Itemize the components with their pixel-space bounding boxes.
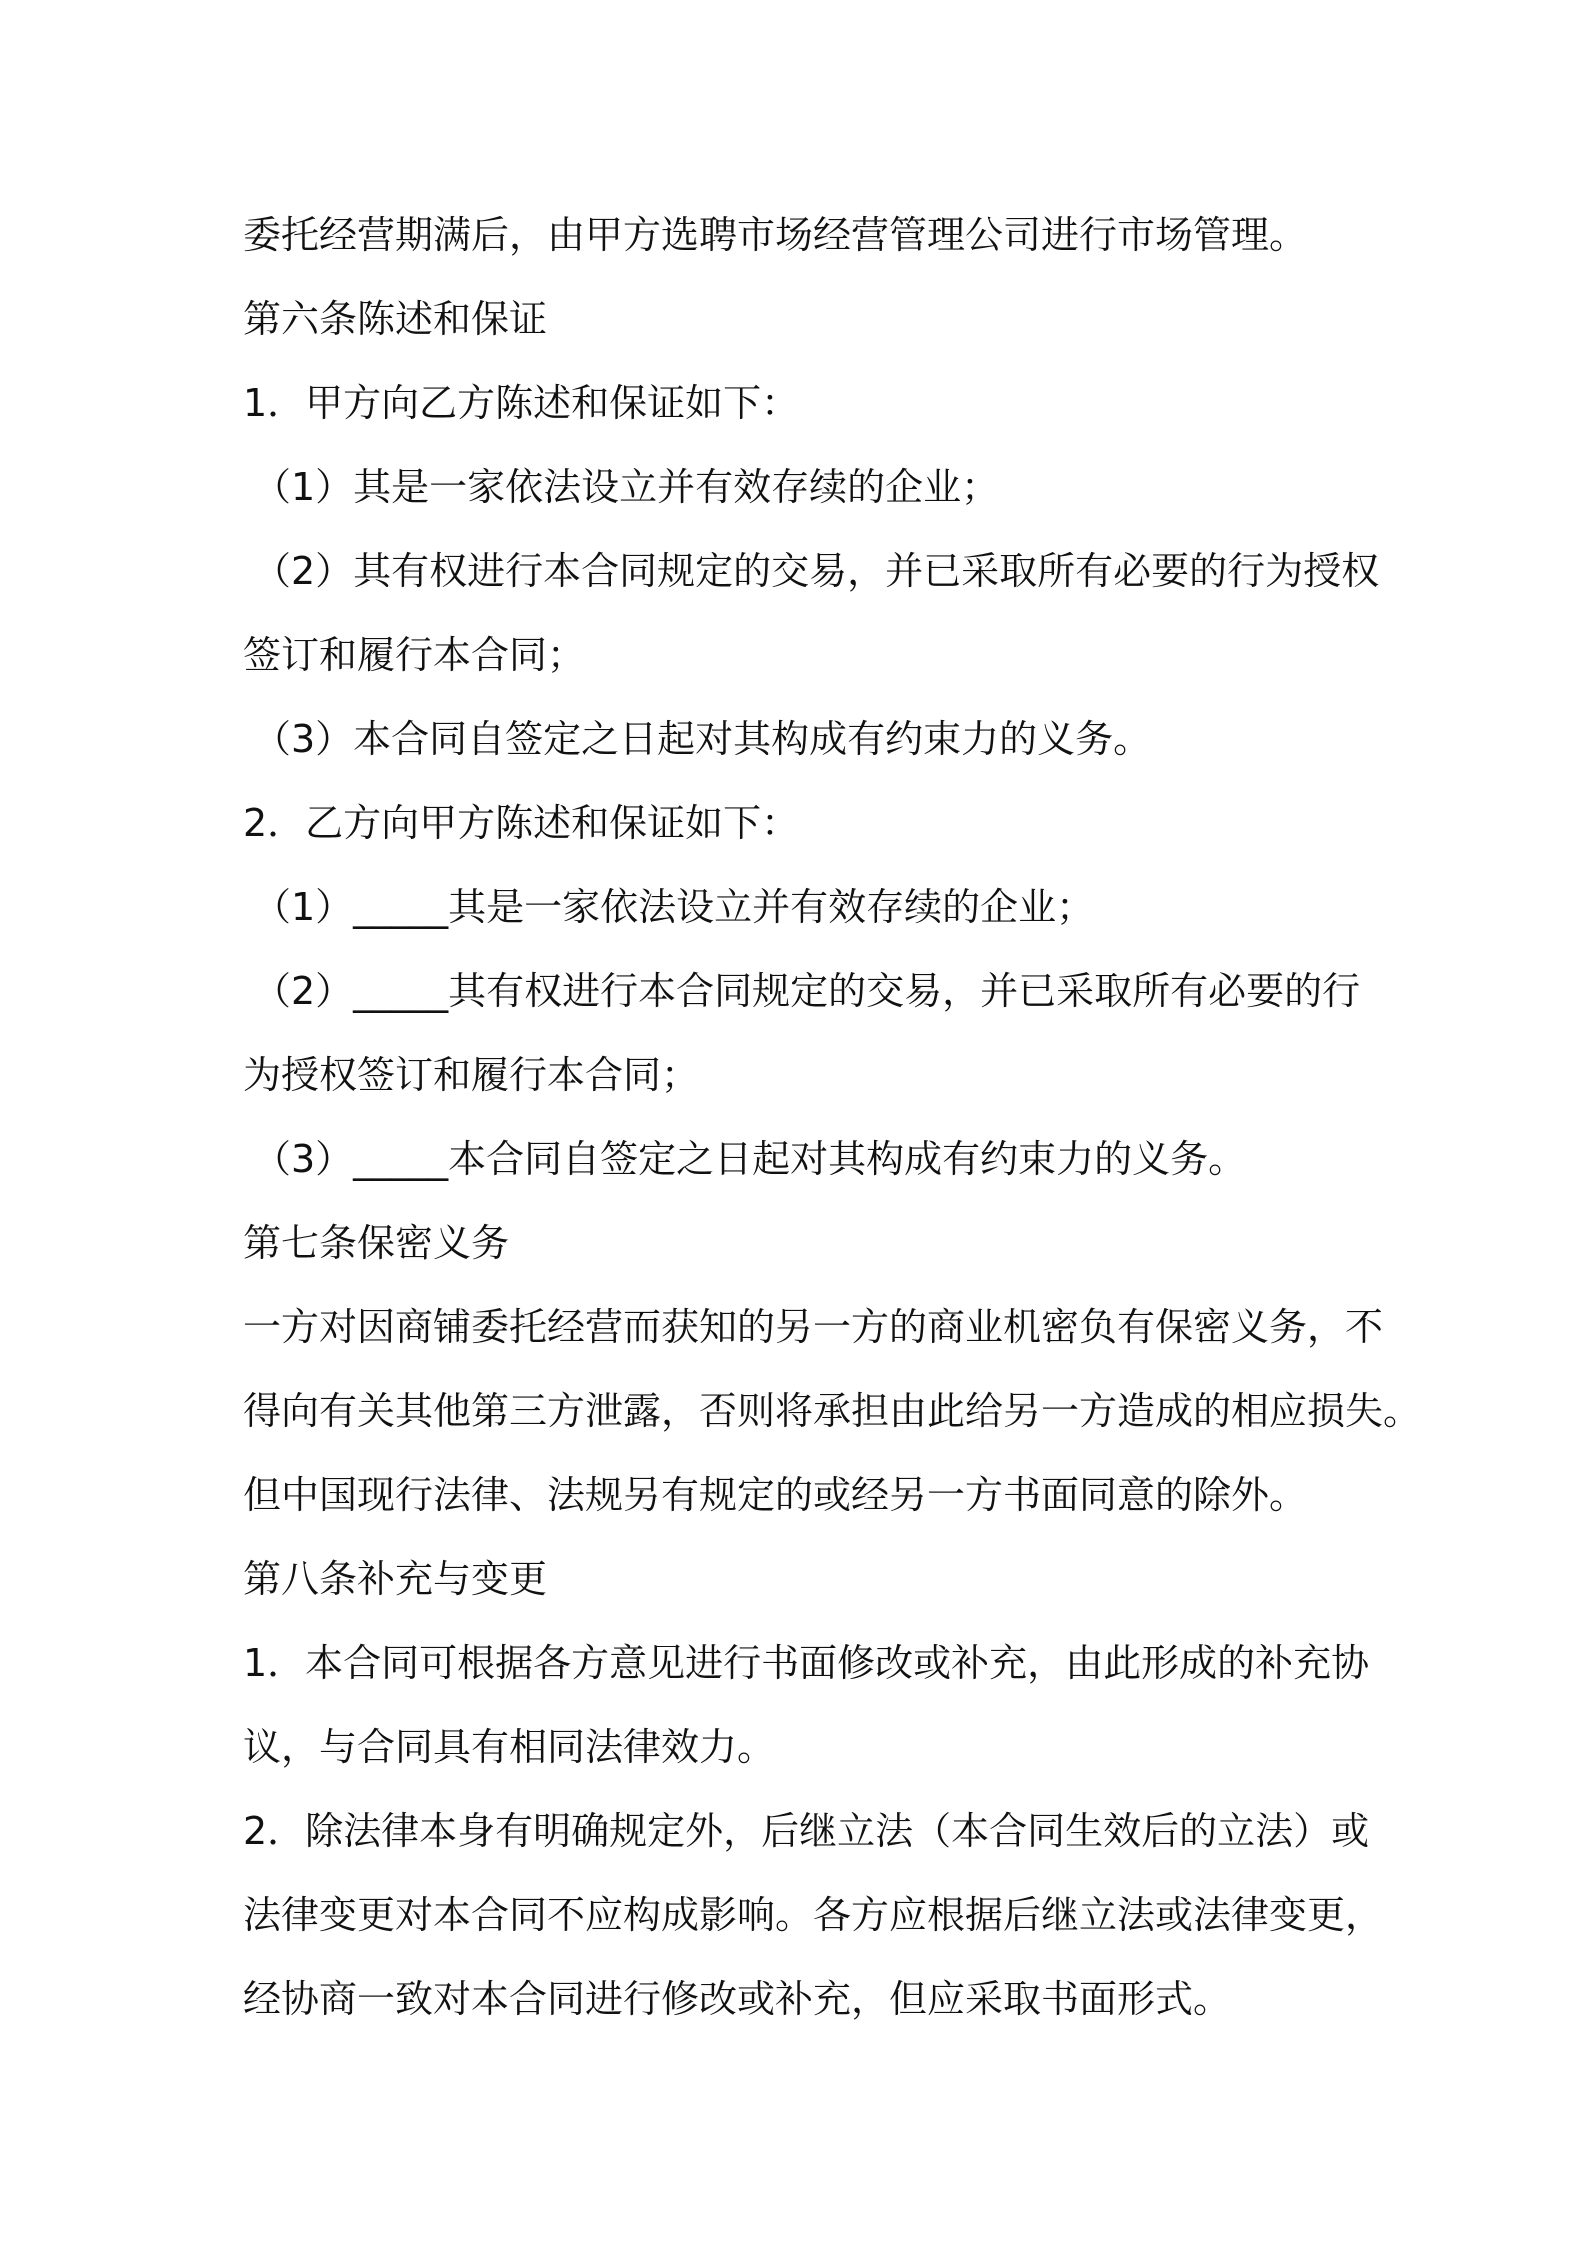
text-line-21: 法律变更对本合同不应构成影响。各方应根据后继立法或法律变更， (243, 1893, 1384, 1937)
text-line-12: （3）_____本合同自签定之日起对其构成有约束力的义务。 (253, 1137, 1247, 1181)
text-line-19: 议，与合同具有相同法律效力。 (243, 1725, 776, 1769)
text-line-18: 1．本合同可根据各方意见进行书面修改或补充，由此形成的补充协 (243, 1641, 1370, 1685)
text-line-8: 2．乙方向甲方陈述和保证如下： (243, 801, 800, 845)
section-heading-8: 第八条补充与变更 (243, 1557, 548, 1601)
text-line-14: 一方对因商铺委托经营而获知的另一方的商业机密负有保密义务，不 (243, 1305, 1384, 1349)
text-line-22: 经协商一致对本合同进行修改或补充，但应采取书面形式。 (243, 1977, 1232, 2021)
text-line-1: 委托经营期满后，由甲方选聘市场经营管理公司进行市场管理。 (243, 213, 1308, 257)
text-line-4: （1）其是一家依法设立并有效存续的企业； (253, 465, 1000, 509)
contract-text (243, 193, 1422, 2041)
text-line-3: 1．甲方向乙方陈述和保证如下： (243, 381, 800, 425)
text-line-11: 为授权签订和履行本合同； (243, 1053, 700, 1097)
section-heading-7: 第七条保密义务 (243, 1221, 510, 1265)
text-line-7: （3）本合同自签定之日起对其构成有约束力的义务。 (253, 717, 1152, 761)
text-line-9: （1）_____其是一家依法设立并有效存续的企业； (253, 885, 1095, 929)
text-line-6: 签订和履行本合同； (243, 633, 586, 677)
text-line-5: （2）其有权进行本合同规定的交易，并已采取所有必要的行为授权 (253, 549, 1380, 593)
text-line-16: 但中国现行法律、法规另有规定的或经另一方书面同意的除外。 (243, 1473, 1308, 1517)
section-heading-6: 第六条陈述和保证 (243, 297, 548, 341)
text-line-10: （2）_____其有权进行本合同规定的交易，并已采取所有必要的行 (253, 969, 1361, 1013)
text-line-20: 2．除法律本身有明确规定外，后继立法（本合同生效后的立法）或 (243, 1809, 1370, 1853)
text-line-15: 得向有关其他第三方泄露，否则将承担由此给另一方造成的相应损失。 (243, 1389, 1422, 1433)
